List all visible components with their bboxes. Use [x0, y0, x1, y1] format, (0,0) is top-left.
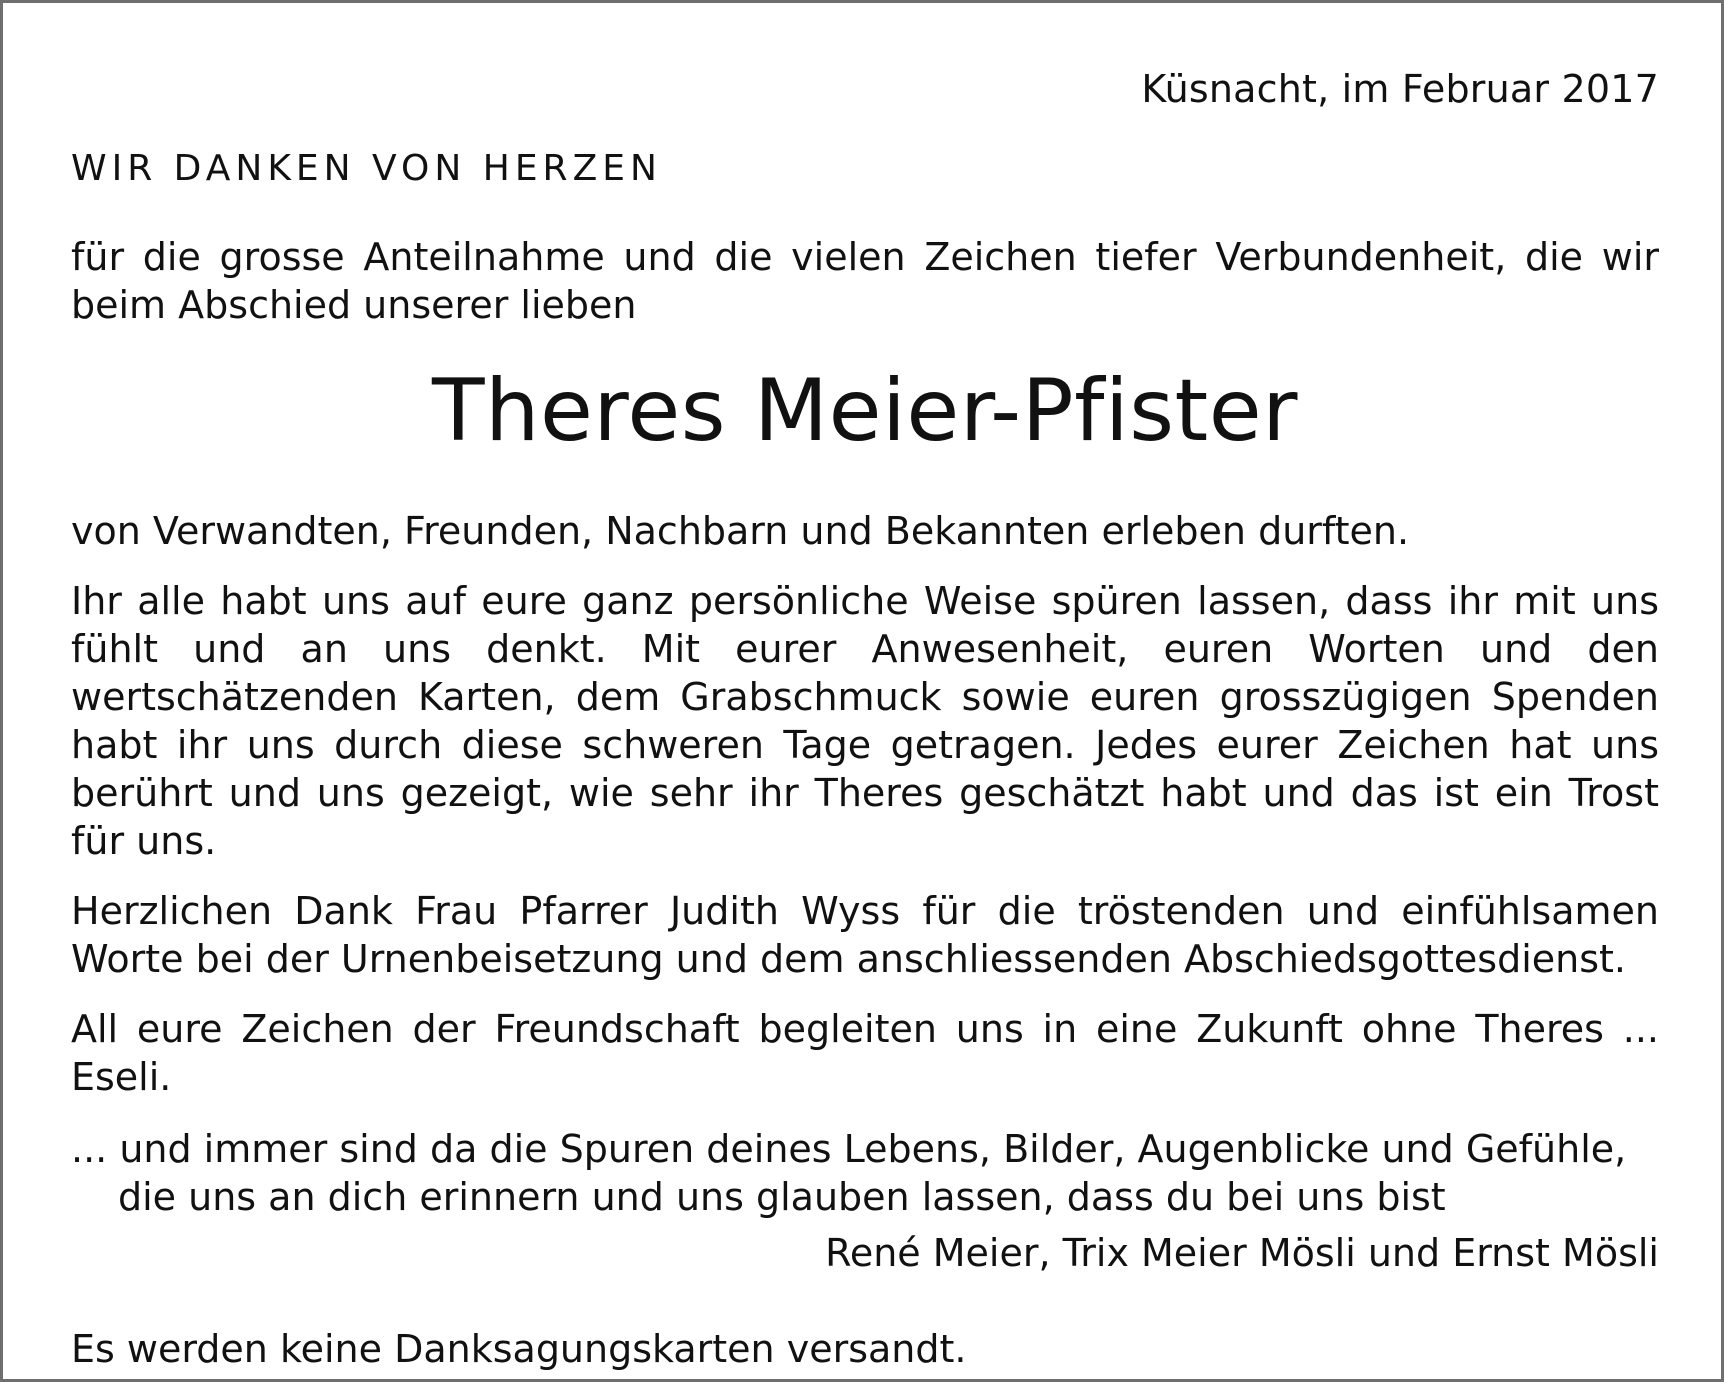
pastor-thanks-paragraph: Herzlichen Dank Frau Pfarrer Judith Wyss für die tröstenden und einfühlsamen Worte bei der Urnenbeisetzung und dem anschliessenden Abschiedsgottesdienst.	[71, 889, 1659, 981]
memorial-quote: ... und immer sind da die Spuren deines Lebens, Bilder, Augenblicke und Gefühle, die uns an dich erinnern und uns glauben lassen, dass du bei uns bist	[71, 1127, 1627, 1219]
closing-note: Es werden keine Danksagungskarten versandt.	[71, 1327, 967, 1371]
place-date: Küsnacht, im Februar 2017	[1141, 67, 1659, 111]
notice-heading: WIR DANKEN VON HERZEN	[71, 148, 662, 189]
deceased-name: Theres Meier-Pfister	[431, 361, 1299, 461]
friendship-paragraph: All eure Zeichen der Freundschaft begleiten uns in eine Zukunft ohne Theres ... Eseli.	[71, 1007, 1659, 1099]
signature: René Meier, Trix Meier Mösli und Ernst Mösli	[825, 1231, 1659, 1275]
after-name-text: von Verwandten, Freunden, Nachbarn und Bekannten erleben durften.	[71, 509, 1410, 553]
thank-you-notice	[71, 43, 1659, 1373]
thanks-paragraph: Ihr alle habt uns auf eure ganz persönliche Weise spüren lassen, dass ihr mit uns fühlt und an uns denkt. Mit eurer Anwesenheit, euren Worten und den wertschätzenden Karten, dem Grabschmuck sowie euren grosszügigen Spenden habt ihr uns durch diese schweren Tage getragen. Jedes eurer Zeichen hat uns berührt und uns gezeigt, wie sehr ihr Theres geschätzt habt und das ist ein Trost für uns.	[71, 579, 1659, 863]
intro-text: für die grosse Anteilnahme und die vielen Zeichen tiefer Verbundenheit, die wir beim Abschied unserer lieben	[71, 235, 1659, 327]
